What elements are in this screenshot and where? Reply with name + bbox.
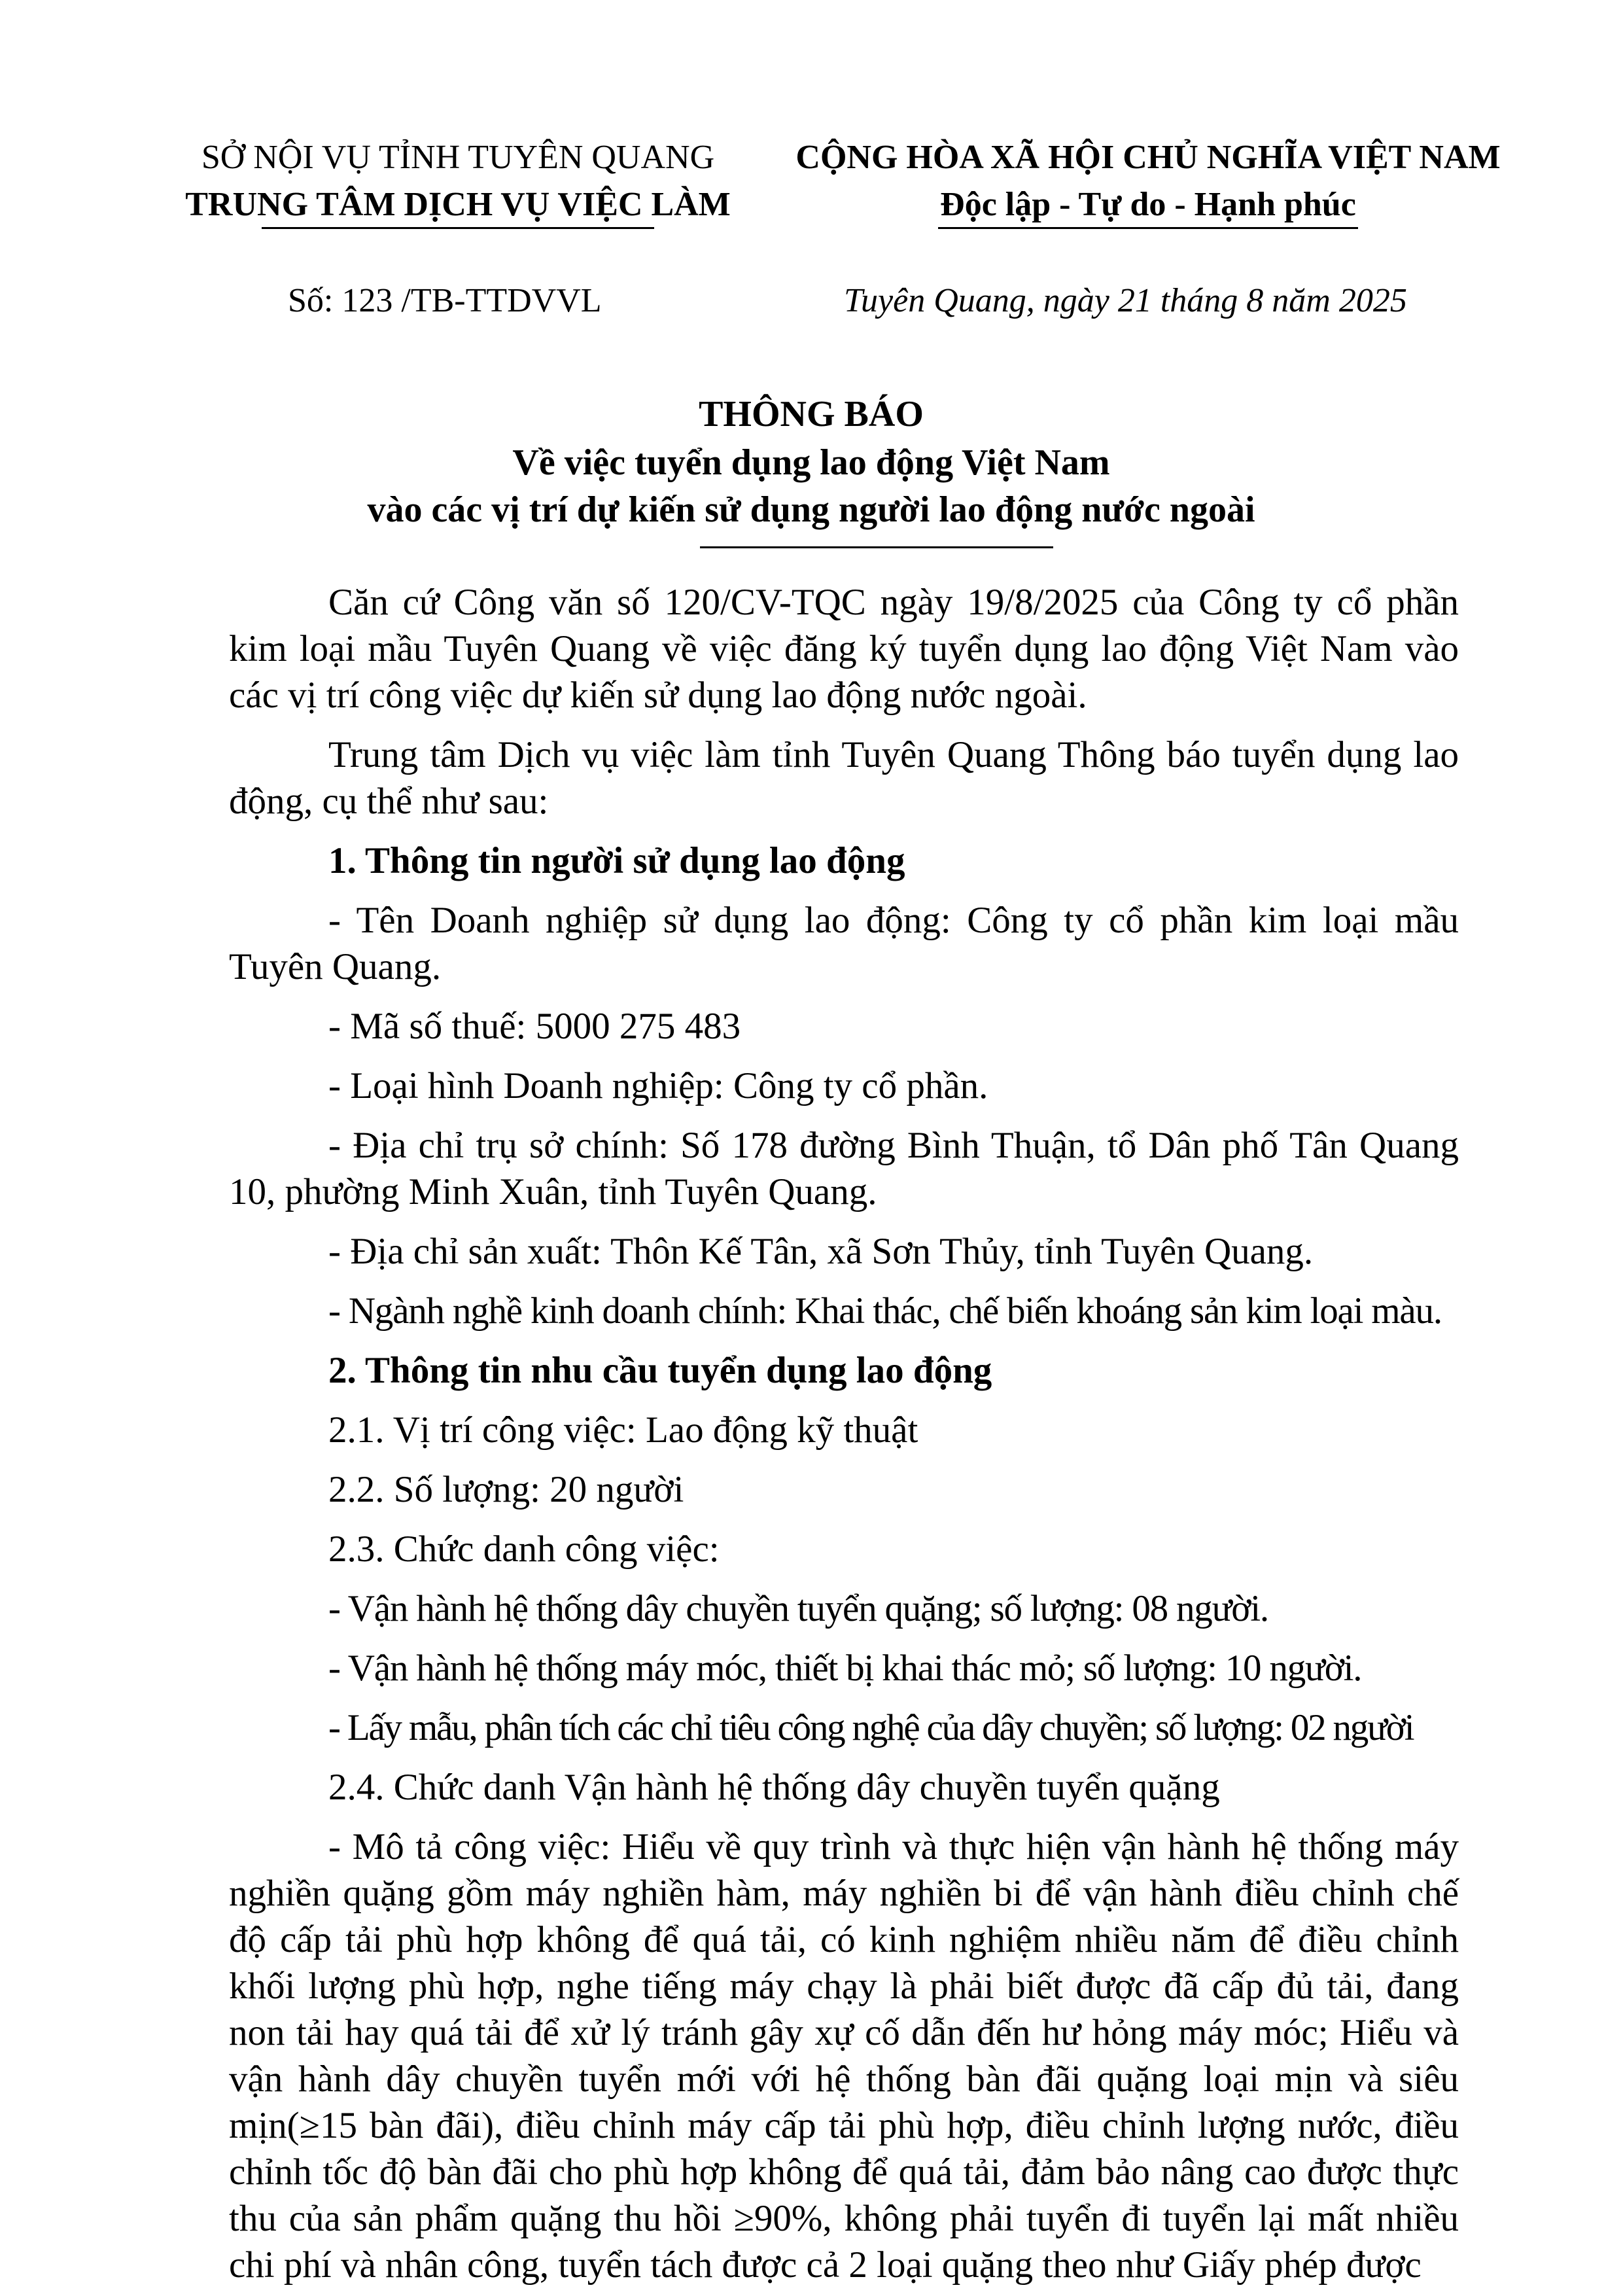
list-item-job-title: - Vận hành hệ thống dây chuyền tuyển quặng; số lượng: 08 người. — [328, 1588, 1268, 1629]
paragraph-head-office: - Địa chỉ trụ sở chính: Số 178 đường Bình Thuận, tổ Dân phố Tân Quang 10, phường Minh Xuân, tỉnh Tuyên Quang. — [229, 1125, 1459, 1212]
paragraph-company-type: - Loại hình Doanh nghiệp: Công ty cổ phần. — [328, 1065, 988, 1106]
document-title — [164, 389, 1459, 533]
paragraph-quantity: 2.2. Số lượng: 20 người — [328, 1469, 684, 1510]
issuer-name: TRUNG TÂM DỊCH VỤ VIỆC LÀM — [185, 186, 731, 223]
section-heading-recruitment: 2. Thông tin nhu cầu tuyển dụng lao động — [328, 1350, 992, 1391]
issuer-block — [164, 134, 752, 228]
issuer-underline — [262, 227, 654, 229]
paragraph-job-titles: 2.3. Chức danh công việc: — [328, 1528, 720, 1570]
title-subject-line2: vào các vị trí dự kiến sử dụng người lao động nước ngoài — [367, 489, 1255, 530]
document-number: Số: 123 /TB-TTDVVL — [288, 282, 602, 319]
document-body — [229, 579, 1459, 2288]
paragraph-job-description: - Mô tả công việc: Hiểu về quy trình và thực hiện vận hành hệ thống máy nghiền quặng gồm máy nghiền hàm, máy nghiền bi để vận hành điều chỉnh chế độ cấp tải phù hợp không để quá tải, có kinh nghiệm nhiều năm để điều chỉnh khối lượng phù hợp, nghe tiếng máy chạy là phải biết được đã cấp đủ tải, đang non tải hay quá tải để xử lý tránh gây xự cố dẫn đến hư hỏng máy móc; Hiểu và vận hành dây chuyền tuyển mới với hệ thống bàn đãi quặng loại mịn và siêu mịn(≥15 bàn đãi), điều chỉnh máy cấp tải phù hợp, điều chỉnh lượng nước, điều chỉnh tốc độ bàn đãi cho phù hợp không để quá tải, đảm bảo nâng cao được thực thu của sản phẩm quặng thu hồi ≥90%, không phải tuyển đi tuyển lại mất nhiều chi phí và nhân công, tuyển tách được cả 2 loại quặng theo như Giấy phép được — [229, 1826, 1459, 2286]
paragraph-announcement: Trung tâm Dịch vụ việc làm tỉnh Tuyên Quang Thông báo tuyển dụng lao động, cụ thể như sau: — [229, 734, 1459, 822]
paragraph-production-address: - Địa chỉ sản xuất: Thôn Kế Tân, xã Sơn Thủy, tỉnh Tuyên Quang. — [328, 1231, 1314, 1272]
document-date: Tuyên Quang, ngày 21 tháng 8 năm 2025 — [844, 282, 1407, 319]
paragraph-position: 2.1. Vị trí công việc: Lao động kỹ thuật — [328, 1409, 918, 1451]
paragraph-tax-code: - Mã số thuế: 5000 275 483 — [328, 1006, 741, 1047]
paragraph-company-name: - Tên Doanh nghiệp sử dụng lao động: Công ty cổ phần kim loại mầu Tuyên Quang. — [229, 900, 1459, 987]
national-name: CỘNG HÒA XÃ HỘI CHỦ NGHĨA VIỆT NAM — [795, 139, 1501, 176]
list-item-job-title: - Lấy mẫu, phân tích các chỉ tiêu công nghệ của dây chuyền; số lượng: 02 người — [328, 1707, 1414, 1748]
paragraph-business-line: - Ngành nghề kinh doanh chính: Khai thác, chế biến khoáng sản kim loại màu. — [328, 1290, 1442, 1332]
issuer-parent-agency: SỞ NỘI VỤ TỈNH TUYÊN QUANG — [201, 139, 715, 176]
list-item-job-title: - Vận hành hệ thống máy móc, thiết bị khai thác mỏ; số lượng: 10 người. — [328, 1648, 1362, 1689]
paragraph-section-2-4: 2.4. Chức danh Vận hành hệ thống dây chuyền tuyển quặng — [328, 1767, 1220, 1808]
motto-underline — [938, 227, 1358, 229]
national-motto: Độc lập - Tự do - Hạnh phúc — [940, 186, 1356, 223]
paragraph-legal-basis: Căn cứ Công văn số 120/CV-TQC ngày 19/8/2025 của Công ty cổ phần kim loại mầu Tuyên Quang về việc đăng ký tuyển dụng lao động Việt Nam vào các vị trí công việc dự kiến sử dụng lao động nước ngoài. — [229, 582, 1459, 716]
title-underline — [700, 546, 1053, 548]
title-subject-line1: Về việc tuyển dụng lao động Việt Nam — [512, 442, 1110, 483]
title-main: THÔNG BÁO — [699, 394, 924, 434]
national-heading — [746, 134, 1550, 228]
section-heading-employer: 1. Thông tin người sử dụng lao động — [328, 840, 905, 881]
